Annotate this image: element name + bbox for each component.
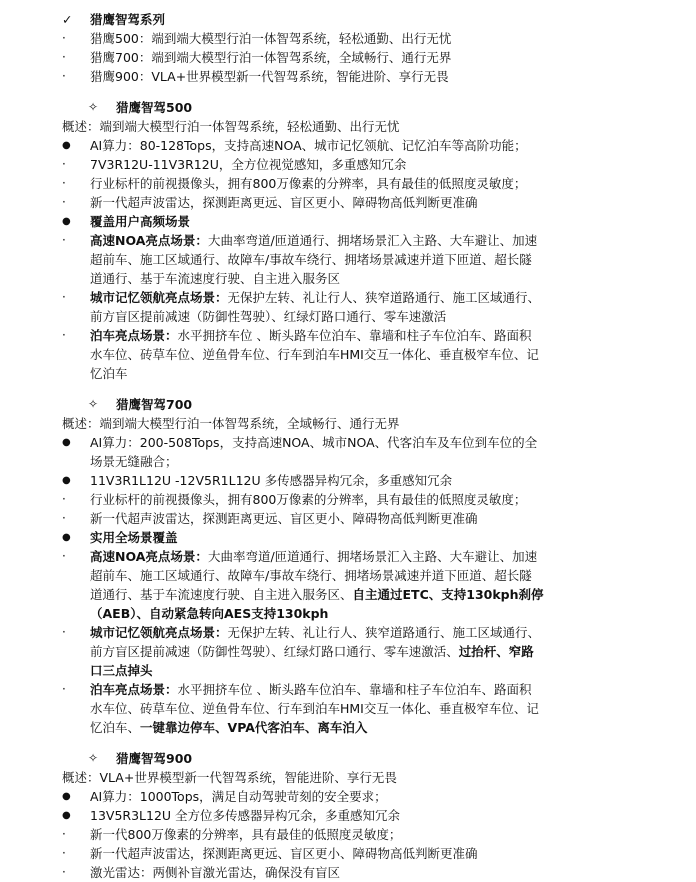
list-item: · 城市记忆领航亮点场景：无保护左转、礼让行人、狭窄道路通行、施工区域通行、 bbox=[62, 625, 541, 640]
diamond-icon: ✧ bbox=[88, 751, 99, 765]
section-intro: 概述：端到端大模型行泊一体智驾系统，全域畅行、通行无界 bbox=[62, 416, 400, 431]
list-item: · 行业标杆的前视摄像头，拥有800万像素的分辨率，具有最佳的低照度灵敏度； bbox=[62, 176, 527, 191]
dash-bullet-icon: · bbox=[62, 50, 66, 64]
dash-bullet-icon: · bbox=[62, 549, 66, 563]
list-item: ● AI算力：200-508Tops，支持高速NOA、城市NOA、代客泊车及车位到车位的全 bbox=[62, 435, 538, 450]
list-item: ● 11V3R1L12U -12V5R1L12U 多传感器异构冗余，多重感知冗余 bbox=[62, 473, 453, 488]
bullet-icon: ● bbox=[62, 532, 71, 543]
dash-bullet-icon: · bbox=[62, 157, 66, 171]
section-heading-500: ✧ 猎鹰智驾500 bbox=[88, 100, 193, 115]
list-item: · 猎鹰700：端到端大模型行泊一体智驾系统，全域畅行、通行无界 bbox=[62, 50, 452, 65]
list-item: · 猎鹰900：VLA+世界模型新一代智驾系统，智能进阶、享行无畏 bbox=[62, 69, 449, 84]
bullet-icon: ● bbox=[62, 140, 71, 151]
dash-bullet-icon: · bbox=[62, 176, 66, 190]
dash-bullet-icon: · bbox=[62, 846, 66, 860]
bullet-icon: ● bbox=[62, 475, 71, 486]
list-item: ● AI算力：80-128Tops，支持高速NOA、城市记忆领航、记忆泊车等高阶功能； bbox=[62, 138, 527, 153]
list-item: · 泊车亮点场景：水平拥挤车位 、断头路车位泊车、靠墙和柱子车位泊车、路面积 bbox=[62, 682, 532, 697]
section-heading-700: ✧ 猎鹰智驾700 bbox=[88, 397, 193, 412]
diamond-icon: ✧ bbox=[88, 397, 99, 411]
bullet-icon: ● bbox=[62, 216, 71, 227]
dash-bullet-icon: · bbox=[62, 31, 66, 45]
dash-bullet-icon: · bbox=[62, 492, 66, 506]
dash-bullet-icon: · bbox=[62, 827, 66, 841]
list-item: ● 覆盖用户高频场景 bbox=[62, 214, 191, 229]
bullet-icon: ● bbox=[62, 810, 71, 821]
list-item: · 泊车亮点场景：水平拥挤车位 、断头路车位泊车、靠墙和柱子车位泊车、路面积 bbox=[62, 328, 532, 343]
check-mark-icon: ✓ bbox=[62, 12, 73, 27]
list-item: · 新一代超声波雷达，探测距离更远、盲区更小、障碍物高低判断更准确 bbox=[62, 846, 478, 861]
list-item: · 7V3R12U-11V3R12U，全方位视觉感知，多重感知冗余 bbox=[62, 157, 407, 172]
list-item: ● 13V5R3L12U 全方位多传感器异构冗余，多重感知冗余 bbox=[62, 808, 401, 823]
system-title: 猎鹰智驾系列 bbox=[90, 12, 166, 27]
list-item: · 城市记忆领航亮点场景：无保护左转、礼让行人、狭窄道路通行、施工区域通行、 bbox=[62, 290, 541, 305]
dash-bullet-icon: · bbox=[62, 290, 66, 304]
list-item: · 激光雷达：两侧补盲激光雷达，确保没有盲区 bbox=[62, 865, 341, 880]
list-item: · 新一代超声波雷达，探测距离更远、盲区更小、障碍物高低判断更准确 bbox=[62, 511, 478, 526]
bullet-icon: ● bbox=[62, 437, 71, 448]
dash-bullet-icon: · bbox=[62, 511, 66, 525]
list-item: ● AI算力：1000Tops，满足自动驾驶苛刻的安全要求； bbox=[62, 789, 387, 804]
list-item: ● 实用全场景覆盖 bbox=[62, 530, 178, 545]
list-item: · 猎鹰500：端到端大模型行泊一体智驾系统，轻松通勤、出行无忧 bbox=[62, 31, 452, 46]
list-item: · 新一代超声波雷达，探测距离更远、盲区更小、障碍物高低判断更准确 bbox=[62, 195, 478, 210]
section-intro: 概述：端到端大模型行泊一体智驾系统，轻松通勤、出行无忧 bbox=[62, 119, 400, 134]
bullet-icon: ● bbox=[62, 791, 71, 802]
section-intro: 概述：VLA+世界模型新一代智驾系统，智能进阶、享行无畏 bbox=[62, 770, 397, 785]
document-page: ✓ 猎鹰智驾系列 · 猎鹰500：端到端大模型行泊一体智驾系统，轻松通勤、出行无忧 · 猎鹰700：端到端大模型行泊一体智驾系统，全域畅行、通行无界 · 猎鹰900：VLA+世界模型新一代智驾系统，智能进阶、享行无畏 ✧ 猎鹰智驾500 概述：端到端大模型行泊一体智驾系统，轻松通勤、出行无忧 ● AI算力：80-128Tops，支持高速NOA、城市记忆领航、记忆泊车等高阶功能； · 7V3R12U-11V3R12U，全方位视觉感知，多重感知冗余 · 行业标杆的前视摄像头，拥有800万像素的分辨率，具有最佳的低照度灵敏度； · 新一代超声波雷达，探测距离更远、盲区更小、障碍物高低判断更准确 ● 覆盖用户高频场景 · 高速NOA亮点场景：大曲率弯道/匝道通行、拥堵场景汇入主路、大车避让、加速 超前车、施工区域通行、故障车/事故车绕行、拥堵场景减速并道下匝道、超长隧 道通行、基于车流速度行驶、自主进入服务区 · 城市记忆领航亮点场景：无保护左转、礼让行人、狭窄道路通行、施工区域通行、 前方盲区提前减速（防御性驾驶）、红绿灯路口通行、零车速激活 · 泊车亮点场景：水平拥挤车位 、断头路车位泊车、靠墙和柱子车位泊车、路面积 水车位、砖草车位、逆鱼骨车位、行车到泊车HMI交互一体化、垂直极窄车位、记 忆泊车 ✧ 猎鹰智驾700 概述：端到端大模型行泊一体智驾系统，全域畅行、通行无界 ● AI算力：200-508Tops，支持高速NOA、城市NOA、代客泊车及车位到车位的全 场景无缝融合； ● 11V3R1L12U -12V5R1L12U 多传感器异构冗余，多重感知冗余 · 行业标杆的前视摄像头，拥有800万像素的分辨率，具有最佳的低照度灵敏度； · 新一代超声波雷达，探测距离更远、盲区更小、障碍物高低判断更准确 ● 实用全场景覆盖 · 高速NOA亮点场景：大曲率弯道/匝道通行、拥堵场景汇入主路、大车避让、加速 超前车、施工区域通行、故障车/事故车绕行、拥堵场景减速并道下匝道、超长隧 道通行、基于车流速度行驶、自主进入服务区、自主通过ETC、支持130kph刹停 （AEB）、自动紧急转向AES支持130kph · 城市记忆领航亮点场景：无保护左转、礼让行人、狭窄道路通行、施工区域通行、 前方盲区提前减速（防御性驾驶）、红绿灯路口通行、零车速激活、过抬杆、窄路 口三点掉头 · 泊车亮点场景：水平拥挤车位 、断头路车位泊车、靠墙和柱子车位泊车、路面积 水车位、砖草车位、逆鱼骨车位、行车到泊车HMI交互一体化、垂直极窄车位、记 忆泊车、一键靠边停车、VPA代客泊车、离车泊入 ✧ 猎鹰智驾900 概述：VLA+世界模型新一代智驾系统，智能进阶、享行无畏 ● AI算力：1000Tops，满足自动驾驶苛刻的安全要求； ● 13V5R3L12U 全方位多传感器异构冗余，多重感知冗余 · 新一代800万像素的分辨率，具有最佳的低照度灵敏度； · 新一代超声波雷达，探测距离更远、盲区更小、障碍物高低判断更准确 · 激光雷达：两侧补盲激光雷达，确保没有盲区 bbox=[0, 10, 696, 882]
dash-bullet-icon: · bbox=[62, 328, 66, 342]
system-heading bbox=[0, 10, 696, 29]
list-item: · 行业标杆的前视摄像头，拥有800万像素的分辨率，具有最佳的低照度灵敏度； bbox=[62, 492, 527, 507]
dash-bullet-icon: · bbox=[62, 195, 66, 209]
diamond-icon: ✧ bbox=[88, 100, 99, 114]
dash-bullet-icon: · bbox=[62, 233, 66, 247]
list-item: · 高速NOA亮点场景：大曲率弯道/匝道通行、拥堵场景汇入主路、大车避让、加速 bbox=[62, 233, 538, 248]
dash-bullet-icon: · bbox=[62, 625, 66, 639]
dash-bullet-icon: · bbox=[62, 865, 66, 879]
section-heading-900: ✧ 猎鹰智驾900 bbox=[88, 751, 193, 766]
list-item: · 新一代800万像素的分辨率，具有最佳的低照度灵敏度； bbox=[62, 827, 402, 842]
list-item: · 高速NOA亮点场景：大曲率弯道/匝道通行、拥堵场景汇入主路、大车避让、加速 bbox=[62, 549, 538, 564]
dash-bullet-icon: · bbox=[62, 69, 66, 83]
dash-bullet-icon: · bbox=[62, 682, 66, 696]
